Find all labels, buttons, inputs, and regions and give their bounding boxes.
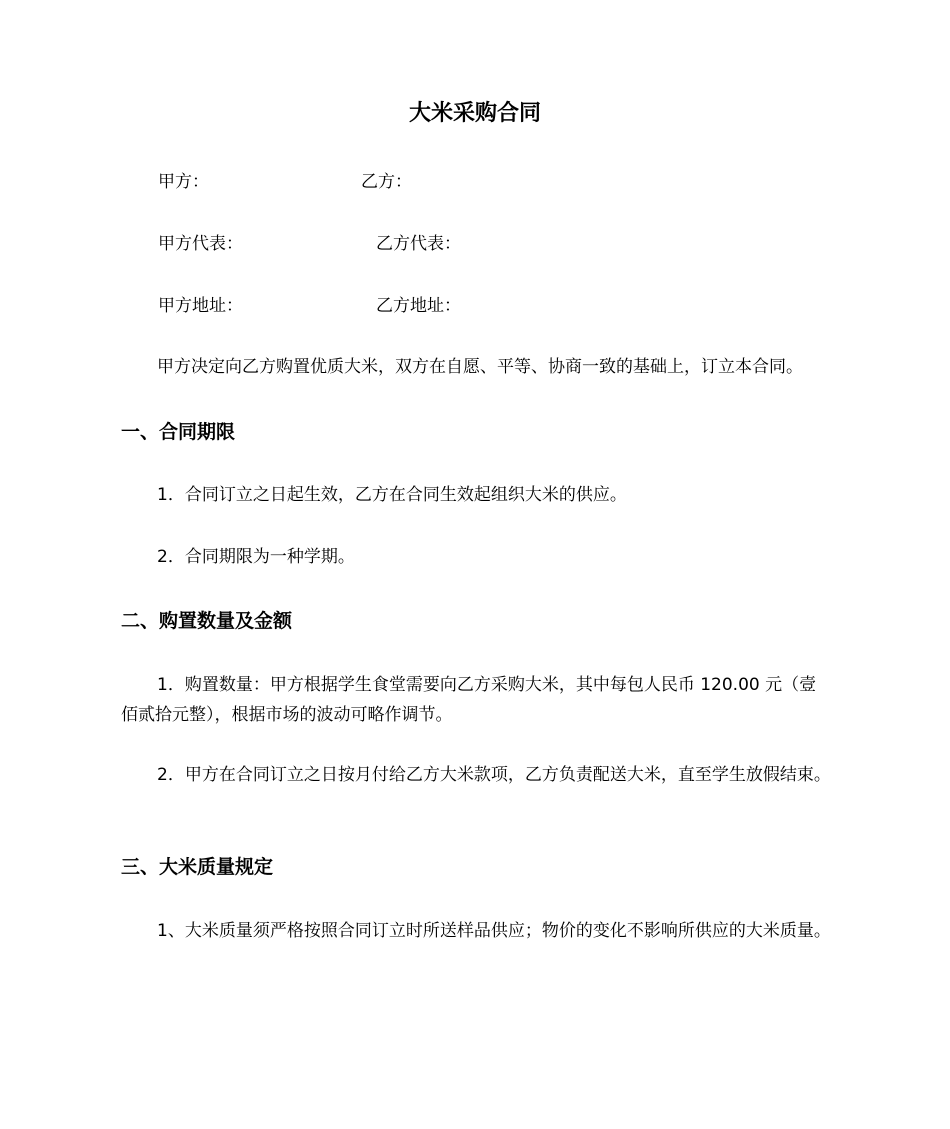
party-b-label: 乙方： [361,172,412,192]
section-heading-quantity-amount: 二、购置数量及金额 [121,610,293,632]
intro-paragraph: 甲方决定向乙方购置优质大米，双方在自愿、平等、协商一致的基础上，订立本合同。 [157,357,803,377]
party-b-representative-label: 乙方代表： [376,234,461,254]
party-b-address-label: 乙方地址： [376,296,461,316]
quantity-clause-2: 2．甲方在合同订立之日按月付给乙方大米款项，乙方负责配送大米，直至学生放假结束。 [157,765,831,785]
party-a-label: 甲方： [158,172,209,192]
term-clause-2: 2．合同期限为一种学期。 [157,547,355,567]
section-heading-quality: 三、大米质量规定 [121,856,274,878]
party-a-address-label: 甲方地址： [158,296,243,316]
section-heading-term: 一、合同期限 [121,421,236,443]
term-clause-1: 1．合同订立之日起生效，乙方在合同生效起组织大米的供应。 [157,485,627,505]
document-title: 大米采购合同 [408,101,541,126]
party-a-representative-label: 甲方代表： [158,234,243,254]
quality-clause-1: 1、大米质量须严格按照合同订立时所送样品供应；物价的变化不影响所供应的大米质量。 [157,921,831,941]
quantity-clause-1: 1．购置数量：甲方根据学生食堂需要向乙方采购大米，其中每包人民币 120.00 元（壹佰贰拾元整），根据市场的波动可略作调节。 [121,675,817,725]
